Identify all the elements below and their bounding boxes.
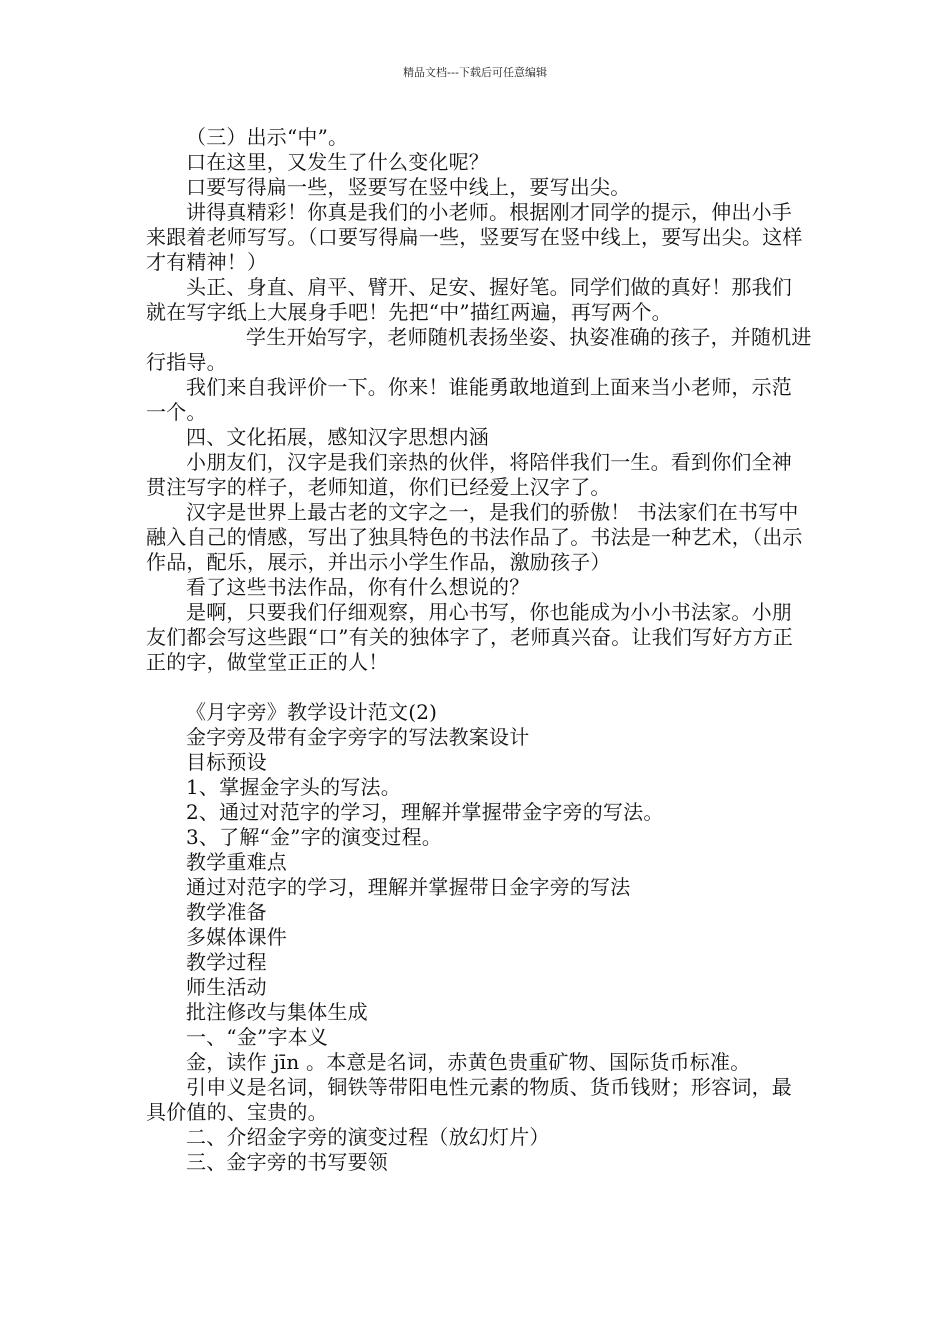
paragraph: 目标预设: [186, 750, 267, 774]
paragraph: 一、“金”字本义: [186, 1025, 329, 1049]
paragraph: 二、介绍金字旁的演变过程（放幻灯片）: [186, 1125, 550, 1149]
paragraph: 我们来自我评价一下。你来！谁能勇敢地道到上面来当小老师，示范一个。: [146, 375, 792, 424]
paragraph: 讲得真精彩！你真是我们的小老师。根据刚才同学的提示，伸出小手来跟着老师写写。（口要写得扁一些，竖要写在竖中线上，要写出尖。这样才有精神！）: [146, 200, 803, 274]
paragraph: 师生活动: [186, 975, 267, 999]
paragraph: 3、了解“金”字的演变过程。: [186, 825, 442, 849]
paragraph: 通过对范字的学习，理解并掌握带日金字旁的写法: [186, 875, 631, 899]
paragraph: 《月字旁》教学设计范文(2): [186, 700, 438, 724]
paragraph: 口要写得扁一些，竖要写在竖中线上，要写出尖。: [186, 175, 631, 199]
paragraph: 教学准备: [186, 900, 267, 924]
section-lesson-plan-2: [146, 700, 812, 1175]
paragraph: 1、掌握金字头的写法。: [186, 775, 401, 799]
paragraph: 学生开始写字，老师随机表扬坐姿、执姿准确的孩子，并随机进行指导。: [146, 325, 812, 374]
paragraph: 金，读作 jīn 。本意是名词，赤黄色贵重矿物、国际货币标准。: [186, 1050, 751, 1074]
paragraph: 金字旁及带有金字旁字的写法教案设计: [186, 725, 530, 749]
paragraph: 教学重难点: [186, 850, 287, 874]
paragraph: 2、通过对范字的学习，理解并掌握带金字旁的写法。: [186, 800, 664, 824]
section-lesson-continuation: [146, 125, 812, 675]
paragraph: 三、金字旁的书写要领: [186, 1150, 388, 1174]
page-header: 精品文档---下载后可任意编辑: [403, 66, 547, 79]
paragraph: 汉字是世界上最古老的文字之一，是我们的骄傲！ 书法家们在书写中融入自己的情感，写出了独具特色的书法作品了。书法是一种艺术，（出示作品，配乐，展示，并出示小学生作品，激励孩子）: [146, 500, 803, 574]
paragraph: （三）出示“中”。: [186, 125, 349, 149]
paragraph: 口在这里，又发生了什么变化呢？: [186, 150, 489, 174]
document-body: [146, 125, 812, 1175]
paragraph: 多媒体课件: [186, 925, 287, 949]
paragraph: 是啊，只要我们仔细观察，用心书写，你也能成为小小书法家。小朋友们都会写这些跟“口”有关的独体字了，老师真兴奋。让我们写好方方正正的字，做堂堂正正的人！: [146, 600, 794, 674]
paragraph: 教学过程: [186, 950, 267, 974]
section-gap: [146, 675, 812, 700]
paragraph: 四、文化拓展，感知汉字思想内涵: [186, 425, 489, 449]
paragraph: 看了这些书法作品，你有什么想说的？: [186, 575, 530, 599]
paragraph: 批注修改与集体生成: [186, 1000, 368, 1024]
paragraph: 小朋友们，汉字是我们亲热的伙伴，将陪伴我们一生。看到你们全神贯注写字的样子，老师知道，你们已经爱上汉字了。: [146, 450, 792, 499]
paragraph: 头正、身直、肩平、臂开、足安、握好笔。同学们做的真好！那我们就在写字纸上大展身手吧！先把“中”描红两遍，再写两个。: [146, 275, 792, 324]
paragraph: 引申义是名词，铜铁等带阳电性元素的物质、货币钱财；形容词，最具价值的、宝贵的。: [146, 1075, 792, 1124]
